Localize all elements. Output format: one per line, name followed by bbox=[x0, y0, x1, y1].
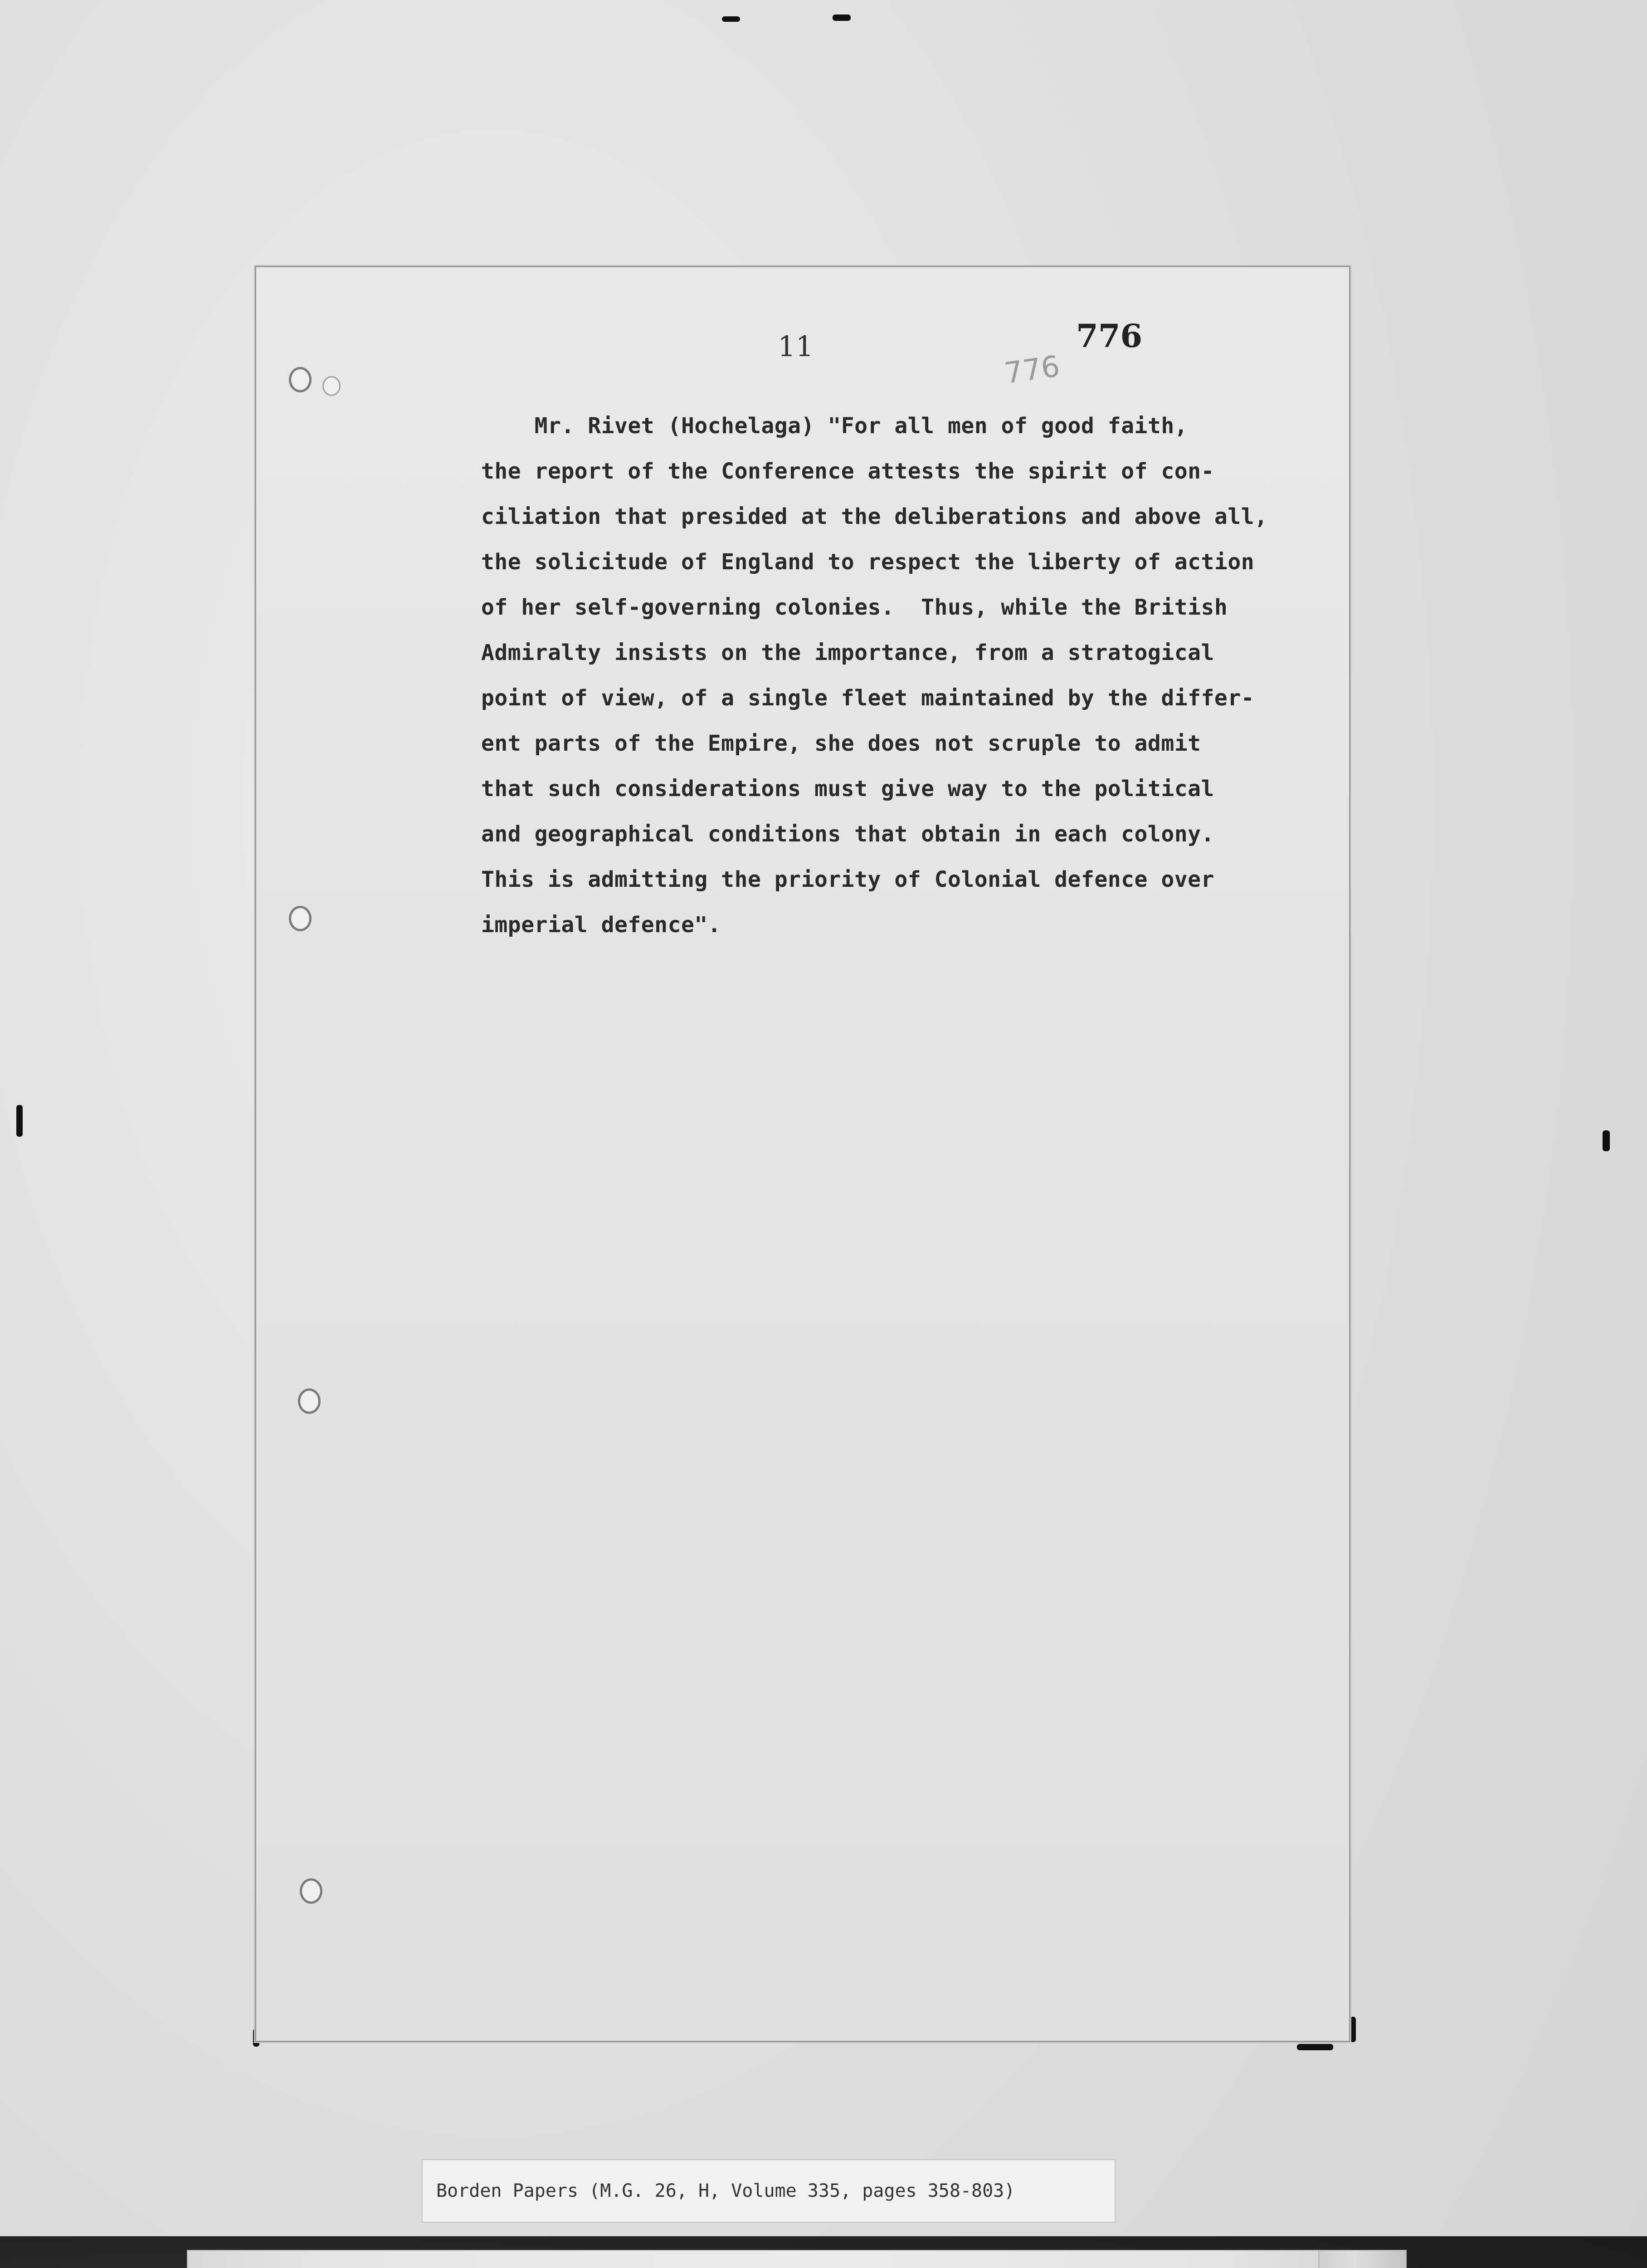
typed-body-text bbox=[481, 403, 1297, 948]
film-mark-right-edge bbox=[1603, 1130, 1610, 1151]
folio-stamp-number: 776 bbox=[1076, 317, 1143, 355]
body-line: the report of the Conference attests the spirit of con- bbox=[481, 459, 1214, 484]
body-line: Mr. Rivet (Hochelaga) "For all men of good faith, bbox=[481, 413, 1188, 439]
punch-hole bbox=[289, 367, 312, 392]
body-line: point of view, of a single fleet maintained by the differ- bbox=[481, 685, 1255, 711]
card-edge-strip bbox=[1318, 2251, 1406, 2268]
punch-hole bbox=[298, 1388, 321, 1414]
film-mark-left-edge bbox=[16, 1105, 23, 1137]
punch-hole bbox=[322, 376, 341, 396]
folio-pencil-number: 776 bbox=[1002, 349, 1062, 391]
punch-hole bbox=[289, 906, 312, 931]
film-mark-bottom-right bbox=[1350, 2017, 1356, 2042]
body-line: and geographical conditions that obtain in each colony. bbox=[481, 821, 1214, 847]
public-archives-card bbox=[187, 2250, 1407, 2268]
body-line: that such considerations must give way to the political bbox=[481, 776, 1214, 802]
punch-hole bbox=[300, 1878, 322, 1904]
body-line: Admiralty insists on the importance, from a stratogical bbox=[481, 640, 1214, 665]
body-line: the solicitude of England to respect the liberty of action bbox=[481, 549, 1255, 575]
citation-label: Borden Papers (M.G. 26, H, Volume 335, pages 358-803) bbox=[422, 2159, 1116, 2223]
body-line: of her self-governing colonies. Thus, while the British bbox=[481, 595, 1228, 620]
page-number: 11 bbox=[778, 330, 814, 363]
body-line: This is admitting the priority of Colonial defence over bbox=[481, 867, 1214, 892]
film-mark-top-left bbox=[722, 16, 740, 22]
document-page bbox=[255, 266, 1350, 2042]
film-mark-bottom-center bbox=[1297, 2044, 1333, 2050]
body-line: imperial defence". bbox=[481, 912, 721, 938]
film-mark-top-right bbox=[833, 15, 851, 21]
body-line: ent parts of the Empire, she does not scruple to admit bbox=[481, 731, 1201, 756]
body-line: ciliation that presided at the deliberations and above all, bbox=[481, 504, 1268, 529]
